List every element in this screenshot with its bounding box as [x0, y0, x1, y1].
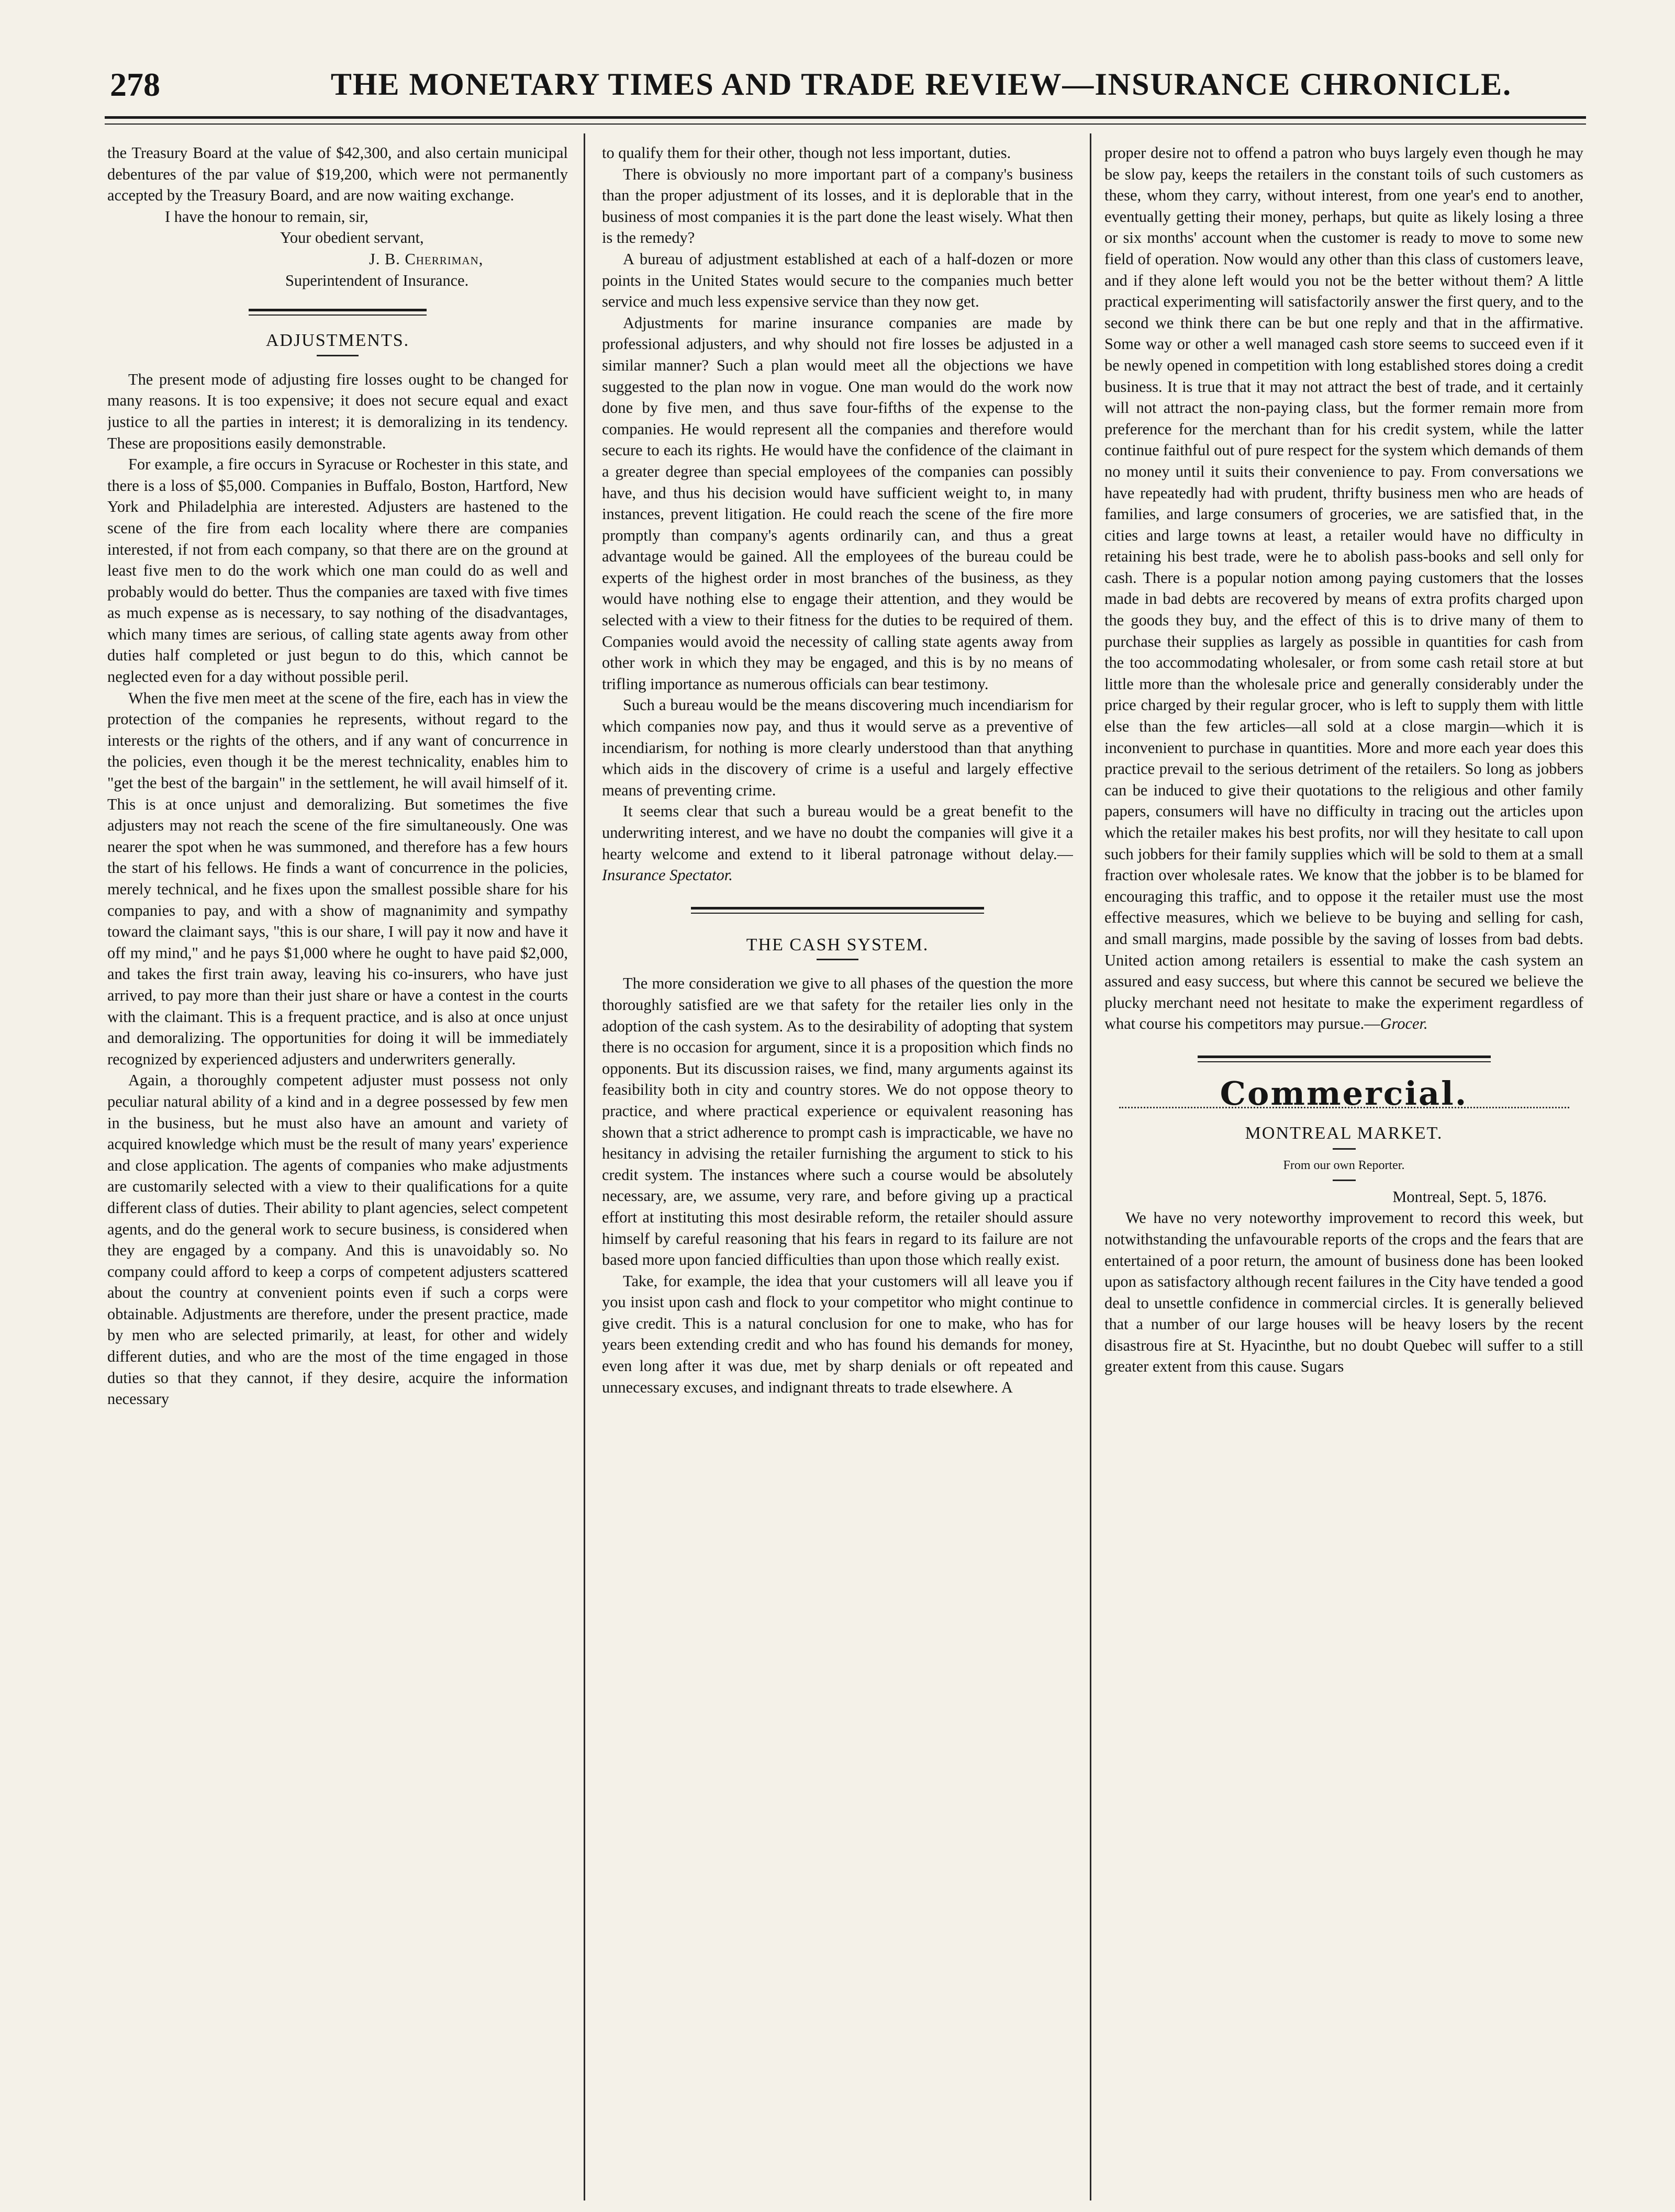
column-rule-left [584, 133, 585, 2200]
letter-signer-title: Superintendent of Insurance. [285, 271, 469, 289]
article-source: Insurance Spectator. [602, 866, 733, 884]
masthead-rule-thin [105, 123, 1586, 125]
article-paragraph-closing [1104, 142, 1583, 1035]
article-paragraph: For example, a fire occurs in Syracuse or Rochester in this state, and there is a loss of $5,000. Companies in Buffalo, Boston, Hartford, New York and Philadelphia are interested. Adjusters are hastened to the scene of the fire from each locality where there are companies interested, if not from each company, so that there are on the ground at least five men to do the work which one man could do as well and probably would do better. Thus the companies are taxed with five times as much expense as is necessary, to say nothing of the disadvantages, which many times are serious, of calling state agents away from other duties half completed or just begun to do this, which cannot be neglected even for a day without possible peril. [107, 455, 568, 686]
article-heading-cash-system: THE CASH SYSTEM. [746, 935, 929, 955]
heading-rule [1333, 1148, 1356, 1150]
article-paragraph-closing [602, 801, 1073, 885]
market-paragraph: We have no very noteworthy improvement to record this week, but notwithstanding the unfavourable reports of the crops and the fears that are entertained of a poor return, the amount of business done has been looked upon as satisfactory although recent failures in the City have tended a good deal to unsettle confidence in commercial circles. It is generally believed that a number of our large houses will be heavy losers by the recent disastrous fire at St. Hyacinthe, but no doubt Quebec will suffer to a still greater extent from this cause. Sugars [1104, 1209, 1583, 1376]
letter-closing: I have the honour to remain, sir, [165, 207, 368, 226]
byline: From our own Reporter. [1283, 1159, 1405, 1173]
article-paragraph: Again, a thoroughly competent adjuster must possess not only peculiar natural ability of a kind and in a degree possessed by few men in the business, but he must also have an amount and variety of acquired knowledge which must be the result of many years' experience and close application. The agents of companies who make adjustments are customarily selected with a view to their qualifications for a quite different class of duties. Their ability to plant agencies, select competent agents, and do the general work to secure business, is considered when they are engaged by a company. And this is unavoidably so. No company could afford to keep a corps of competent adjusters scattered about the country at convenient points even if such a corps were obtainable. Adjustments are therefore, under the present practice, made by men who are selected primarily, at least, for other and widely different duties, and who are the most of the time engaged in those duties so that they cannot, if they desire, acquire the information necessary [107, 1071, 568, 1408]
heading-rule [817, 959, 858, 960]
column-rule-right [1090, 133, 1091, 2200]
article-source: Grocer. [1380, 1015, 1428, 1033]
column-2 [602, 142, 1073, 2199]
article-paragraph: A bureau of adjustment established at each of a half-dozen or more points in the United States would secure to the companies much better service and much less expensive service than they now get. [602, 250, 1073, 311]
column-3 [1104, 142, 1583, 2199]
article-paragraph: Adjustments for marine insurance companies are made by professional adjusters, and why should not fire losses be adjusted in a similar manner? Such a plan would meet all the objections we have suggested to the plan now in vogue. One man would do the work now done by five men, and thus save four-fifths of the expense to the companies. He would represent all the companies and therefore would secure to each its rights. He would have the confidence of the claimant in a greater degree than special employees of the companies can possibly have, and thus his decision would have sufficient weight to, in many instances, prevent litigation. He could reach the scene of the fire more promptly than company's agents ordinarily can, and thus a great advantage would be gained. All the employees of the bureau could be experts of the highest order in most branches of the business, as they would have nothing else to engage their attention, and they would be selected with a view to their fitness for the duties to be required of them. Companies would avoid the necessity of calling state agents away from other work in which they may be engaged, and this is by no means of trifling importance as numerous officials can bear testimony. [602, 313, 1073, 693]
page-number: 278 [110, 66, 160, 103]
letter-signature: J. B. Cherriman, [369, 250, 484, 268]
heading-rule [317, 355, 359, 356]
article-paragraph: There is obviously no more important part of a company's business than the proper adjustment of its losses, and it is deplorable that in the business of most companies it is the part done the least wisely. What then is the remedy? [602, 165, 1073, 247]
masthead [105, 60, 1586, 118]
article-paragraph: When the five men meet at the scene of the fire, each has in view the protection of the companies he represents, without regard to the interests or the rights of the others, and if any want of concurrence in the policies, even though it be the merest technicality, enables him to "get the best of the bargain" in the settlement, he will avail himself of it. This is at once unjust and demoralizing. But sometimes the five adjusters may not reach the scene of the fire simultaneously. One was nearer the spot when he was summoned, and therefore has a few hours the start of his fellows. He finds a want of concurrence in the policies, merely technical, and he fixes upon the smallest possible share for his companies to pay, and with a show of magnanimity and sympathy toward the claimant says, "this is our share, I will pay it now and have it off my mind," and he pays $1,000 where he ought to have paid $2,000, and takes the first train away, leaving his co-insurers, who have just arrived, to pay more than their just share or have a contest in the courts with the claimant. This is a frequent practice, and is also at once unjust and demoralizing. The opportunities for doing it will be immediately recognized by experienced adjusters and underwriters generally. [107, 689, 568, 1068]
closing-text: It seems clear that such a bureau would be a great benefit to the underwriting interest, and we have no doubt the companies will give it a hearty welcome and extend to it liberal patronage without delay.— [602, 802, 1073, 863]
market-heading: MONTREAL MARKET. [1245, 1123, 1443, 1143]
letter-complimentary-close: Your obedient servant, [280, 229, 424, 247]
running-head: THE MONETARY TIMES AND TRADE REVIEW—INSURANCE CHRONICLE. [330, 67, 1512, 102]
article-paragraph: Such a bureau would be the means discovering much incendiarism for which companies now pay, and thus it would serve as a preventive of incendiarism, for nothing is more clearly understood than that anything which aids in the discovery of crime is a useful and largely effective means of preventing crime. [602, 696, 1073, 799]
article-heading-adjustments: ADJUSTMENTS. [265, 331, 410, 351]
closing-text: proper desire not to offend a patron who buys largely even though he may be slow pay, keeps the retailers in the constant toils of such customers as these, whom they carry, without interest, from one year's end to another, eventually getting their money, perhaps, but quite as likely losing a three or six months' account when the customer is ready to move to some new field of operation. Now would any other than this class of customers leave, and if they alone left would you not be the better without them? A little practical experimenting will satisfactorily answer the first query, and to the second we think there can be but one reply and that in the affirmative. Some way or other a well managed cash store seems to succeed even if it be newly opened in competition with long established stores doing a credit business. It is true that it may not attract the best of trade, and it certainly will not attract the non-paying class, but the former remain more from preference for the merchant than for his credit system, while the latter continue faithful out of pure respect for the system which demands of them no money until it suits their convenience to pay. From conversations we have repeatedly had with prudent, thrifty business men who are heads of families, and large consumers of groceries, we are satisfied that, in the cities and large towns at least, a retailer would have no difficulty in retaining his best trade, were he to abolish pass-books and sell only for cash. There is a popular notion among paying customers that the losses made in bad debts are recovered by means of extra profits charged upon the goods they buy, and the effect of this is to drive many of them to purchase their supplies as largely as possible in quantities for cash from the too accommodating wholesaler, or from some cash retail store at but little more than the wholesale price and generally considerably under the price charged by their regular grocer, who is left to supply them with little else than the few articles—all sold at a close margin—which it is inconvenient to purchase in quantities. More and more each year does this practice prevail to the serious detriment of the retailers. So long as jobbers can be induced to give their quotations to the religious and other family papers, consumers will have no difficulty in tracing out the articles upon which the retailer makes his best profits, nor will they hesitate to call upon such jobbers for their family supplies which will be sold to them at a small fraction over wholesale rates. We know that the jobber is to be blamed for encouraging this traffic, and to oppose it the retailer must use the most effective measures, which we believe to be buying and selling for cash, and small margins, made possible by the saving of losses from bad debts. United action among retailers is essential to make the cash system an assured and easy success, but where this cannot be secured we believe the plucky merchant need not hesitate to make the experiment regardless of what course his competitors may pursue.— [1104, 144, 1583, 1033]
dateline: Montreal, Sept. 5, 1876. [1392, 1187, 1547, 1206]
article-paragraph: The more consideration we give to all phases of the question the more thoroughly satisfied are we that safety for the retailer lies only in the adoption of the cash system. As to the desirability of adopting that system there is no occasion for argument, since it is a proposition which finds no opponents. But its discussion raises, we find, many arguments against its feasibility both in city and country stores. We do not oppose theory to practice, and where practical experience or equivalent reasoning has shown that a strict adherence to prompt cash is impracticable, we have no hesitancy in advising the retailer furnishing the argument to stick to his credit system. The instances where such a course would be absolutely necessary, are, we assume, very rare, and before giving up a practical effort at instituting this most desirable reform, the retailer should assure himself by careful reasoning that his fears in regard to its failure are not based more upon fancied difficulties than upon those which really exist. [602, 974, 1073, 1269]
letter-conclusion: the Treasury Board at the value of $42,300, and also certain municipal debentures of the par value of $19,200, which were not permanently accepted by the Treasury Board, and are now waiting exchange. [107, 144, 568, 205]
article-paragraph: to qualify them for their other, though not less important, duties. [602, 144, 1011, 162]
section-title-commercial: Commercial. [1220, 1074, 1468, 1113]
byline-rule [1333, 1180, 1356, 1181]
article-separator [691, 907, 984, 914]
column-1 [107, 142, 568, 2199]
masthead-rule-thick [105, 116, 1586, 119]
article-separator [249, 309, 427, 316]
article-paragraph: Take, for example, the idea that your customers will all leave you if you insist upon cash and flock to your competitor who might continue to give credit. This is a natural conclusion for one to make, who has for years been extending credit and who has found his demands for money, even long after it was due, met by sharp denials or oft repeated and unnecessary excuses, and indignant threats to trade elsewhere. A [602, 1272, 1073, 1396]
section-separator [1198, 1056, 1491, 1062]
article-paragraph: The present mode of adjusting fire losses ought to be changed for many reasons. It is too expensive; it does not secure equal and exact justice to all the parties in interest; it is demoralizing in its tendency. These are propositions easily demonstrable. [107, 370, 568, 452]
